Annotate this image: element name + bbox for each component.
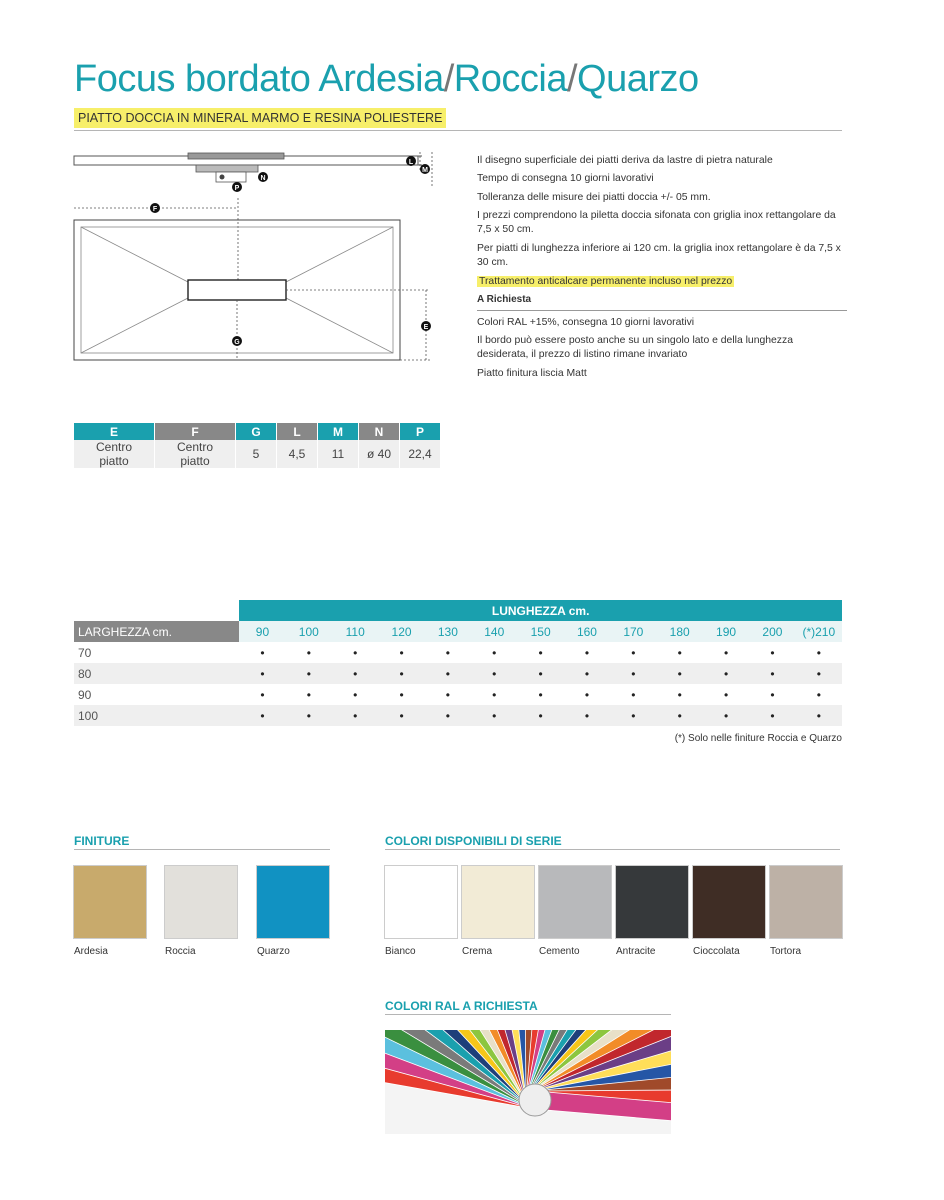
availability-dot: • bbox=[564, 705, 610, 726]
color-label: Tortora bbox=[770, 946, 802, 957]
finiture-divider bbox=[74, 849, 330, 850]
grate-profile bbox=[188, 153, 284, 159]
on-request-line: Colori RAL +15%, consegna 10 giorni lavorativi bbox=[477, 316, 695, 328]
length-header: 140 bbox=[471, 621, 517, 642]
length-header: 160 bbox=[564, 621, 610, 642]
finish-label: Roccia bbox=[165, 946, 196, 957]
dim-label-n: N bbox=[260, 175, 266, 182]
table-row bbox=[74, 684, 842, 705]
availability-dot: • bbox=[378, 705, 424, 726]
finish-label: Quarzo bbox=[257, 946, 290, 957]
availability-dot: • bbox=[399, 645, 404, 660]
width-label: 90 bbox=[78, 687, 92, 702]
color-swatch-cioccolata bbox=[693, 866, 765, 938]
header-divider bbox=[74, 130, 842, 131]
on-request-line: Piatto finitura liscia Matt bbox=[477, 367, 587, 379]
availability-dot: • bbox=[332, 663, 378, 684]
info-line: Per piatti di lunghezza inferiore ai 120 cm. la griglia inox rettangolare è da 7,5 x 30 cm. bbox=[477, 242, 841, 269]
availability-dot: • bbox=[399, 687, 404, 702]
availability-dot: • bbox=[353, 687, 358, 702]
info-line: I prezzi comprendono la piletta doccia sifonata con griglia inox rettangolare da 7,5 x 50 cm. bbox=[477, 210, 836, 236]
sizes-footnote: (*) Solo nelle finiture Roccia e Quarzo bbox=[674, 733, 842, 744]
availability-dot: • bbox=[677, 645, 682, 660]
availability-dot: • bbox=[657, 705, 703, 726]
width-label: 100 bbox=[74, 705, 239, 726]
color-label: Crema bbox=[462, 946, 493, 957]
color-label: Cemento bbox=[539, 946, 580, 957]
dim-label-p: P bbox=[234, 185, 240, 192]
dims-cell: 22,4 bbox=[400, 440, 441, 468]
title-slash-2: / bbox=[566, 58, 578, 100]
on-request-line: Il bordo può essere posto anche su un singolo lato e della lunghezza desiderata, il prezzo di listino rimane invariato bbox=[477, 335, 793, 361]
color-swatch-crema bbox=[462, 866, 534, 938]
sizes-table bbox=[74, 600, 842, 726]
ral-divider bbox=[385, 1014, 671, 1015]
availability-dot: • bbox=[703, 663, 749, 684]
dims-header: F bbox=[155, 423, 236, 440]
table-row bbox=[74, 642, 842, 663]
info-highlight: Trattamento anticalcare permanente incluso nel prezzo bbox=[479, 275, 733, 287]
info-line: Tempo di consegna 10 giorni lavorativi bbox=[477, 173, 654, 185]
availability-dot: • bbox=[445, 645, 450, 660]
title-part-3: Quarzo bbox=[577, 58, 699, 100]
availability-dot: • bbox=[631, 645, 636, 660]
ral-title: COLORI RAL A RICHIESTA bbox=[385, 999, 538, 1013]
availability-dot: • bbox=[306, 645, 311, 660]
availability-dot: • bbox=[286, 705, 332, 726]
table-row bbox=[74, 663, 842, 684]
width-label: 70 bbox=[78, 645, 92, 660]
technical-drawing bbox=[70, 148, 442, 370]
availability-dot: • bbox=[378, 663, 424, 684]
length-header: 110 bbox=[332, 621, 378, 642]
title-slash-1: / bbox=[443, 58, 454, 100]
info-line: Il disegno superficiale dei piatti deriva da lastre di pietra naturale bbox=[477, 155, 773, 166]
availability-dot: • bbox=[517, 705, 563, 726]
product-info bbox=[477, 154, 847, 385]
availability-dot: • bbox=[517, 663, 563, 684]
availability-dot: • bbox=[471, 705, 517, 726]
dims-header: G bbox=[236, 423, 277, 440]
availability-dot: • bbox=[749, 705, 795, 726]
finish-label: Ardesia bbox=[74, 946, 108, 957]
availability-dot: • bbox=[631, 687, 636, 702]
info-line: Tolleranza delle misure dei piatti doccia +/- 05 mm. bbox=[477, 191, 711, 203]
dims-cell: Centro piatto bbox=[74, 440, 155, 468]
availability-dot: • bbox=[703, 705, 749, 726]
ral-fan-hub bbox=[519, 1084, 551, 1116]
availability-dot: • bbox=[425, 705, 471, 726]
dim-label-g: G bbox=[234, 339, 240, 346]
on-request-title: A Richiesta bbox=[477, 293, 847, 311]
dims-header: N bbox=[359, 423, 400, 440]
availability-dot: • bbox=[492, 645, 497, 660]
availability-dot: • bbox=[425, 663, 471, 684]
availability-dot: • bbox=[445, 687, 450, 702]
availability-dot: • bbox=[584, 687, 590, 702]
availability-dot: • bbox=[816, 687, 821, 702]
finish-swatch-ardesia bbox=[74, 866, 146, 938]
availability-dot: • bbox=[353, 645, 358, 660]
dims-cell: 4,5 bbox=[277, 440, 318, 468]
dims-header: P bbox=[400, 423, 441, 440]
larghezza-header: LARGHEZZA cm. bbox=[74, 621, 239, 642]
availability-dot: • bbox=[471, 663, 517, 684]
width-label: 80 bbox=[74, 663, 239, 684]
length-header: 130 bbox=[425, 621, 471, 642]
dims-cell: ø 40 bbox=[359, 440, 400, 468]
finish-swatch-roccia bbox=[165, 866, 237, 938]
subtitle-badge: PIATTO DOCCIA IN MINERAL MARMO E RESINA POLIESTERE bbox=[74, 108, 446, 128]
dim-label-f: F bbox=[152, 206, 158, 213]
availability-dot: • bbox=[239, 705, 285, 726]
length-header: 90 bbox=[239, 621, 285, 642]
table-row bbox=[74, 705, 842, 726]
availability-dot: • bbox=[796, 663, 842, 684]
availability-dot: • bbox=[610, 663, 656, 684]
availability-dot: • bbox=[306, 687, 311, 702]
lunghezza-header: LUNGHEZZA cm. bbox=[239, 600, 842, 621]
color-swatch-antracite bbox=[616, 866, 688, 938]
availability-dot: • bbox=[677, 687, 682, 702]
length-header: 190 bbox=[703, 621, 749, 642]
availability-dot: • bbox=[610, 705, 656, 726]
title-part-2: Roccia bbox=[453, 58, 567, 100]
dim-label-m: M bbox=[422, 167, 428, 174]
color-label: Cioccolata bbox=[693, 946, 740, 957]
color-label: Bianco bbox=[385, 946, 416, 957]
availability-dot: • bbox=[749, 663, 795, 684]
dims-cell: 5 bbox=[236, 440, 277, 468]
dims-header: L bbox=[277, 423, 318, 440]
availability-dot: • bbox=[723, 645, 729, 660]
availability-dot: • bbox=[816, 645, 821, 660]
finiture-title: FINITURE bbox=[74, 834, 130, 848]
dims-cell: Centro piatto bbox=[155, 440, 236, 468]
plan-grate bbox=[188, 280, 286, 300]
availability-dot: • bbox=[796, 705, 842, 726]
length-header: 200 bbox=[749, 621, 795, 642]
title-part-1: Focus bordato Ardesia bbox=[74, 58, 444, 100]
availability-dot: • bbox=[492, 687, 497, 702]
availability-dot: • bbox=[770, 645, 775, 660]
length-header: 180 bbox=[657, 621, 703, 642]
availability-dot: • bbox=[564, 663, 610, 684]
color-swatch-cemento bbox=[539, 866, 611, 938]
color-label: Antracite bbox=[616, 946, 656, 957]
drain-pipe-mark bbox=[220, 175, 225, 180]
availability-dot: • bbox=[538, 645, 543, 660]
length-header: 120 bbox=[378, 621, 424, 642]
availability-dot: • bbox=[584, 645, 590, 660]
dims-header: E bbox=[74, 423, 155, 440]
finish-swatch-quarzo bbox=[257, 866, 329, 938]
availability-dot: • bbox=[770, 687, 775, 702]
page-title bbox=[74, 58, 699, 101]
availability-dot: • bbox=[260, 687, 265, 702]
availability-dot: • bbox=[723, 687, 729, 702]
availability-dot: • bbox=[332, 705, 378, 726]
availability-dot: • bbox=[657, 663, 703, 684]
drain-body bbox=[196, 165, 258, 172]
availability-dot: • bbox=[538, 687, 543, 702]
availability-dot: • bbox=[286, 663, 332, 684]
colori-title: COLORI DISPONIBILI DI SERIE bbox=[385, 834, 562, 848]
dim-label-e: E bbox=[423, 324, 429, 331]
length-header: (*)210 bbox=[796, 621, 842, 642]
length-header: 150 bbox=[517, 621, 563, 642]
ral-color-fan-image bbox=[385, 1030, 671, 1134]
dim-label-l: L bbox=[408, 159, 414, 166]
colori-divider bbox=[385, 849, 840, 850]
dims-cell: 11 bbox=[318, 440, 359, 468]
availability-dot: • bbox=[260, 645, 265, 660]
length-header: 170 bbox=[610, 621, 656, 642]
color-swatch-tortora bbox=[770, 866, 842, 938]
length-header: 100 bbox=[286, 621, 332, 642]
color-swatch-bianco bbox=[385, 866, 457, 938]
dimensions-table bbox=[74, 423, 441, 468]
availability-dot: • bbox=[239, 663, 285, 684]
dims-header: M bbox=[318, 423, 359, 440]
